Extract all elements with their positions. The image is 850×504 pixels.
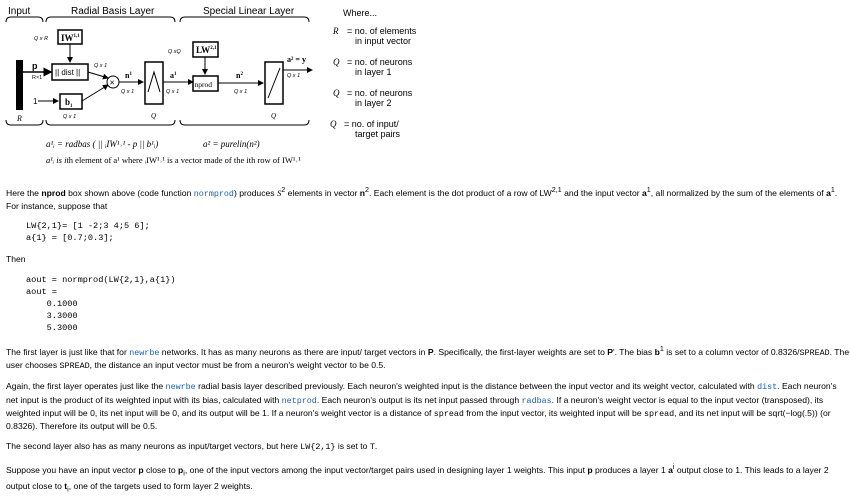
brace-footer-input [6, 120, 43, 125]
where-item-q1 [333, 57, 412, 77]
lw-dim: Q xQ [168, 49, 181, 55]
p-label: p [32, 61, 38, 71]
bias-dim: Q x 1 [63, 114, 77, 120]
bias-label: $b_1$ [65, 97, 73, 109]
formula-definition [46, 155, 301, 165]
formula-part: ᵢIW¹˒¹ is a vector made of the i [144, 155, 249, 165]
where-legend [340, 8, 460, 18]
brace-radial [46, 17, 175, 22]
formula-radbas: a¹ᵢ = radbas ( || ᵢIW¹˒¹ - p || b¹ᵢ) [46, 139, 159, 149]
bias-out [82, 85, 108, 101]
n1-dim: Q x 1 [121, 89, 135, 95]
nprod-label: nprod [194, 80, 212, 89]
paragraph-nprod: Here the nprod box shown above (code function normprod) produces $S^2$ elements in vector $n^2$. Each element is the dot product of a row of LW$^{2,1}$ and the input vector $a^1$, all normalized by the sum of the elements of $a^1$. For instance, suppose that [6, 186, 838, 212]
where-sym: Q [330, 119, 337, 129]
code-example-1: LW{2,1}= [1 -2;3 4;5 6]; a{1} = [0.7;0.3]; [26, 221, 150, 244]
where-item-q3 [330, 119, 400, 139]
link-newrbe[interactable]: newrbe [129, 347, 160, 358]
link-normprod[interactable]: normprod [193, 188, 234, 199]
iw-label: IW$^{1,1}$ [61, 33, 80, 43]
a1-label: $a^1$ [170, 71, 177, 80]
where-sym: R [333, 26, 339, 36]
lw-label: LW$^{2,1}$ [196, 45, 217, 55]
where-item-r [333, 26, 416, 46]
paragraph-suppose: Suppose you have an input vector p close to $p_i$, one of the input vectors among the input vector/target pairs used in designing layer 1 weights. This input p produces a layer 1 $a^i$ output close to 1. This leads to a layer 2 output close to $t_i$, one of the targets used to form layer 2 weights. [6, 463, 829, 494]
n2-dim: Q x 1 [234, 89, 248, 95]
a1-dim: Q x 1 [166, 89, 180, 95]
where-desc2: target pairs [355, 129, 401, 139]
output-dim: Q x 1 [287, 73, 301, 79]
radbas-q: Q [151, 112, 157, 120]
paragraph-second-layer: The second layer also has as many neurons as input/target vectors, but here LW{2,1} is set to T. [6, 441, 378, 453]
n2-label: $n^2$ [236, 71, 243, 80]
link-newrbe-2[interactable]: newrbe [165, 382, 196, 393]
section-input: Input [8, 6, 31, 17]
network-diagram [0, 0, 850, 180]
link-radbas[interactable]: radbas [521, 395, 552, 406]
section-linear: Special Linear Layer [203, 6, 295, 17]
dist-out [88, 72, 108, 78]
dist-dim: Q x 1 [94, 63, 108, 69]
multiply-symbol: × [109, 77, 115, 88]
one-label: 1 [33, 97, 38, 106]
where-desc: = no. of elements [347, 26, 417, 36]
where-title: Where... [343, 8, 378, 18]
where-desc: = no. of neurons [347, 88, 413, 98]
p-dim: R×1 [32, 75, 43, 81]
radbas-box [145, 62, 163, 104]
where-item-q2 [333, 88, 412, 108]
where-sym: Q [333, 88, 340, 98]
link-dist[interactable]: dist [757, 382, 778, 393]
input-r-label: R [17, 114, 22, 123]
document-body [6, 184, 850, 504]
paragraph-then: Then [6, 254, 26, 265]
dist-label: || dist || [55, 68, 81, 77]
section-radial: Radial Basis Layer [71, 6, 155, 17]
formula-part: th row of IW¹˒¹ [248, 155, 301, 165]
where-sym: Q [333, 57, 340, 67]
brace-linear [180, 17, 309, 22]
n1-label: $n^1$ [125, 71, 132, 80]
paragraph-operation: Again, the first layer operates just like the newrbe radial basis layer described previously. Each neuron's weighted input is the distance between the input vector and its weight vector, calculated with dist. Each neuron's net input is the product of its weighted input with its bias, calculated with netprod. Each neuron's output is its net input passed through radbas. If a neuron's weight vector is equal to the input vector (transposed), its weighted input will be 0, its net input will be 0, and its output will be 1. If a neuron's weight vector is a distance of spread from the input vector, its weighted input will be spread, and its net input will be sqrt(−log(.5)) (or 0.8326). Therefore its output will be 0.5. [6, 381, 837, 431]
brace-footer-radial [46, 120, 175, 125]
formula-part: a¹ᵢ is i [46, 155, 67, 165]
formula-purelin: a² = purelin(n²) [203, 139, 260, 149]
formula-part: th element of a¹ where [66, 155, 143, 165]
brace-footer-linear [180, 120, 309, 125]
purelin-q: Q [271, 112, 277, 120]
iw-dim: Q x R [34, 36, 49, 42]
where-desc: = no. of input/ [344, 119, 399, 129]
link-netprod[interactable]: netprod [281, 395, 317, 406]
brace-input [6, 17, 43, 22]
where-desc2: in input vector [355, 36, 412, 46]
input-bar [16, 60, 23, 110]
where-desc: = no. of neurons [347, 57, 413, 67]
output-label: a² = y [287, 55, 306, 64]
code-example-2: aout = normprod(LW{2,1},a{1}) aout = 0.1000 3.3000 5.3000 [26, 274, 176, 334]
where-desc2: in layer 1 [355, 67, 392, 77]
where-desc2: in layer 2 [355, 98, 392, 108]
paragraph-first-layer: The first layer is just like that for newrbe networks. It has as many neurons as there are input/ target vectors in P. Specifically, the first-layer weights are set to P'. The bias $b^1$ is set to a column vector of 0.8326/SPREAD. The user chooses SPREAD, the distance an input vector must be from a neuron's weight vector to be 0.5. [6, 345, 850, 372]
